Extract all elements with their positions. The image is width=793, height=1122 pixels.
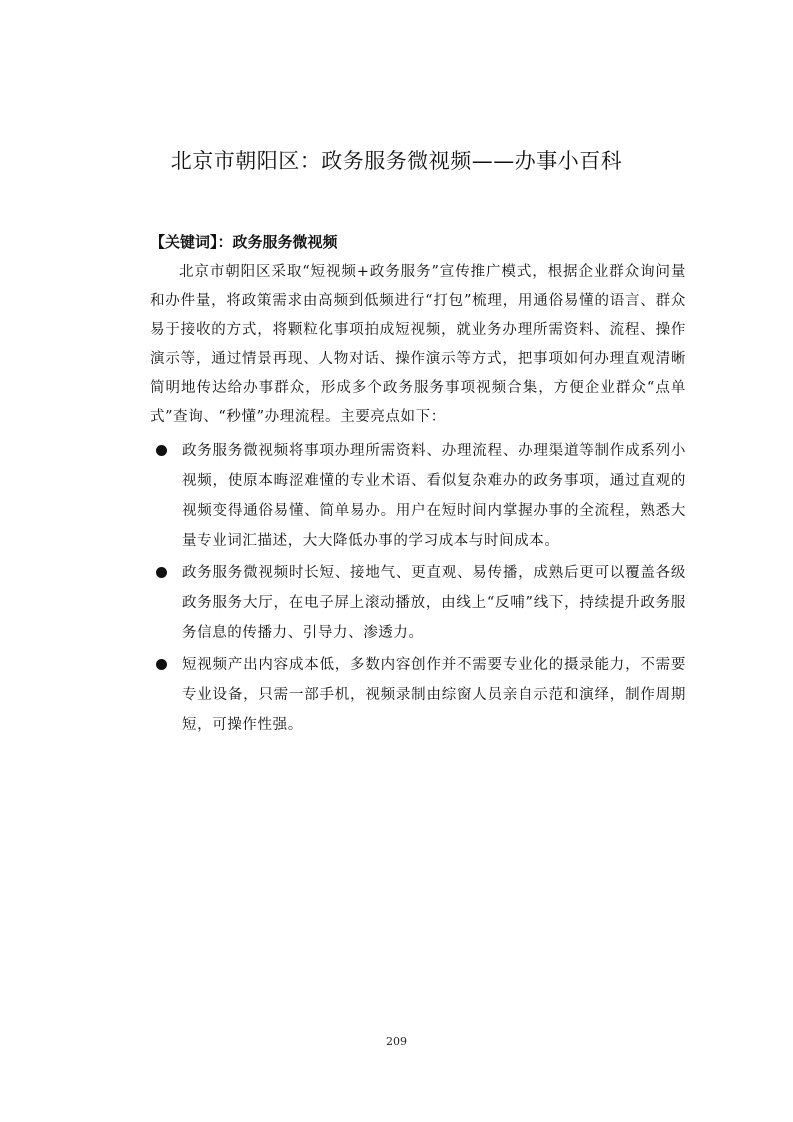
list-item xyxy=(150,558,686,648)
highlight-list xyxy=(150,436,686,740)
article-body xyxy=(150,228,686,742)
page-number: 209 xyxy=(386,1035,407,1048)
list-item xyxy=(150,436,686,556)
bullet-dot-icon xyxy=(156,567,167,578)
keyword-value: 政务服务微视频 xyxy=(232,233,338,251)
bullet-dot-icon xyxy=(156,659,167,670)
page-title: 北京市朝阳区：政务服务微视频——办事小百科 xyxy=(170,149,623,173)
keyword-line xyxy=(150,228,686,256)
bullet-dot-icon xyxy=(156,445,167,456)
intro-paragraph: 北京市朝阳区采取“短视频+政务服务”宣传推广模式，根据企业群众询问量和办件量，将政策需求由高频到低频进行“打包”梳理，用通俗易懂的语言、群众易于接收的方式，将颗粒化事项拍成短视频，就业务办理所需资料、流程、操作演示等，通过情景再现、人物对话、操作演示等方式，把事项如何办理直观清晰简明地传达给办事群众，形成多个政务服务事项视频合集，方便企业群众“点单式”查询、“秒懂”办理流程。主要亮点如下： xyxy=(150,264,686,425)
keyword-label: 【关键词】： xyxy=(150,233,233,251)
list-item-text: 政务服务微视频将事项办理所需资料、办理流程、办理渠道等制作成系列小视频，使原本晦涩难懂的专业术语、看似复杂难办的政务事项，通过直观的视频变得通俗易懂、简单易办。用户在短时间内掌握办事的全流程，熟悉大量专业词汇描述，大大降低办事的学习成本与时间成本。 xyxy=(182,443,686,549)
list-item-text: 短视频产出内容成本低，多数内容创作并不需要专业化的摄录能力，不需要专业设备，只需一部手机，视频录制由综窗人员亲自示范和演绎，制作周期短，可操作性强。 xyxy=(182,657,686,733)
list-item xyxy=(150,650,686,740)
list-item-text: 政务服务微视频时长短、接地气、更直观、易传播，成熟后更可以覆盖各级政务服务大厅，在电子屏上滚动播放，由线上“反哺”线下，持续提升政务服务信息的传播力、引导力、渗透力。 xyxy=(182,565,686,641)
